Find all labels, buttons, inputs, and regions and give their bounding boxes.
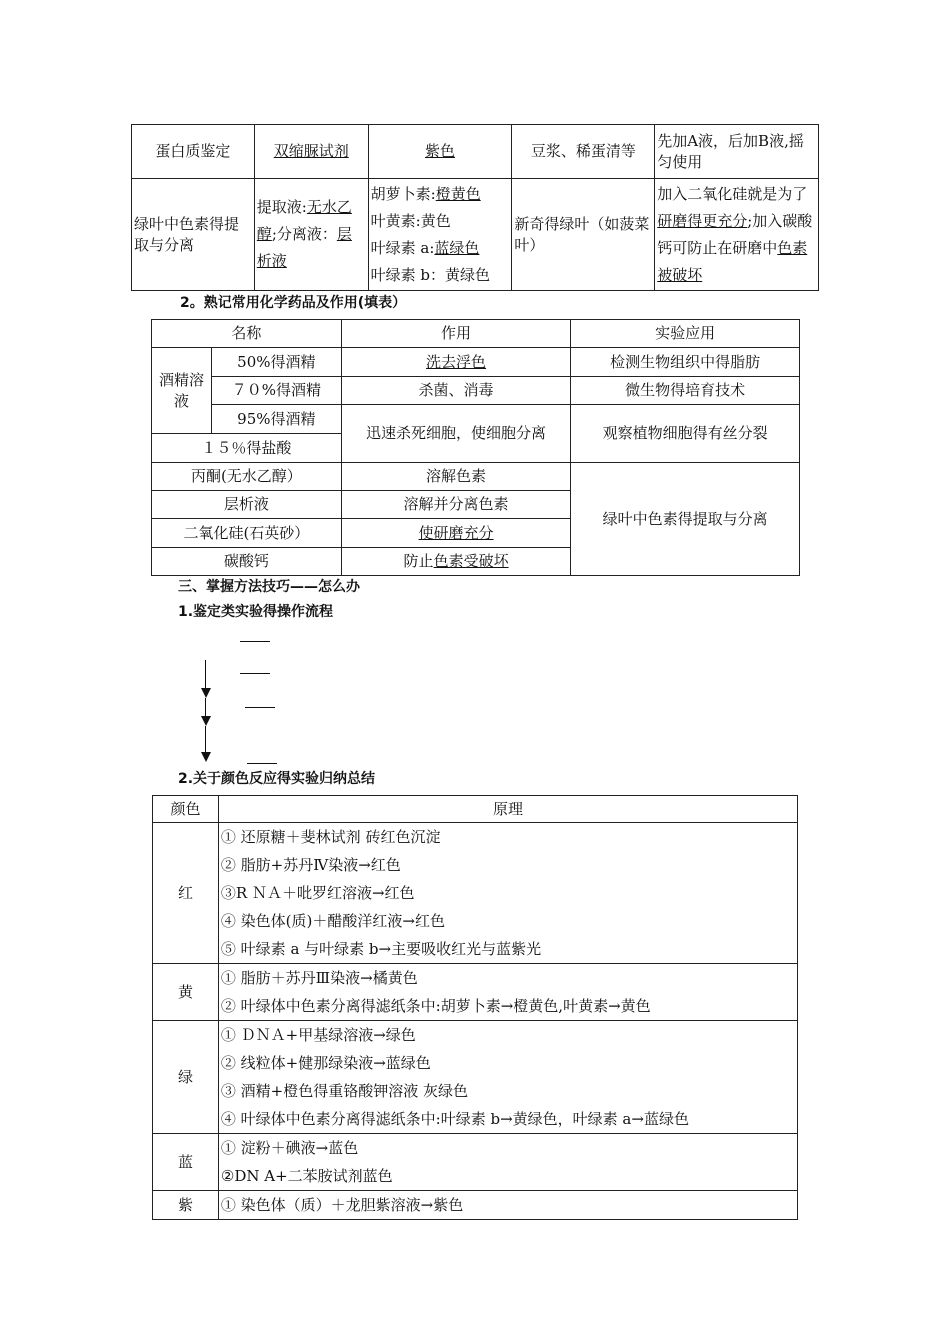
chem-app-merged: 绿叶中色素得提取与分离: [571, 463, 800, 576]
cell-reagent: [254, 125, 368, 179]
principle-item: ① ＤＮＡ+甲基绿溶液→绿色: [220, 1026, 416, 1044]
principle-cell: [218, 823, 797, 964]
chem-name: ７０%得酒精: [211, 377, 341, 405]
chem-app: 微生物得培育技术: [571, 377, 800, 405]
chem-name: 95%得酒精: [211, 405, 341, 434]
flow-blank-3: [245, 707, 275, 708]
chem-name: 层析液: [152, 491, 342, 519]
chem-app: 检测生物组织中得脂肪: [571, 348, 800, 377]
chem-name: １５％得盐酸: [152, 434, 342, 463]
principle-item: ① 染色体（质）＋龙胆紫溶液→紫色: [220, 1196, 464, 1214]
principle-cell: [218, 1191, 797, 1220]
color-text: 紫色: [425, 142, 456, 161]
cell-color: [368, 125, 512, 179]
cell-name: 绿叶中色素得提取与分离: [132, 179, 255, 291]
color-title: 2.关于颜色反应得实验归纳总结: [178, 771, 376, 787]
experiment-table: [131, 124, 819, 291]
principle-item: ③R ＮＡ＋吡罗红溶液→红色: [220, 884, 415, 902]
header-app: 实验应用: [571, 320, 800, 348]
cell-note: 加入二氧化硅就是为了研磨得更充分;加入碳酸钙可防止在研磨中色素被破坏: [655, 179, 819, 291]
chemicals-table: [151, 319, 800, 576]
color-cell-yellow: 黄: [153, 964, 219, 1021]
flow-arrow-icon: [201, 752, 211, 762]
chem-use: 洗去浮色: [341, 348, 571, 377]
flow-title: 1.鉴定类实验得操作流程: [178, 604, 334, 620]
cell-material: 新奇得绿叶（如菠菜叶）: [512, 179, 655, 291]
flow-connector: [205, 698, 206, 718]
reagent-part: 提取液:: [256, 198, 307, 216]
principle-item: ① 脂肪＋苏丹Ⅲ染液→橘黄色: [220, 969, 418, 987]
cell-material: 豆浆、稀蛋清等: [512, 125, 655, 179]
principle-item: ① 还原糖＋斐林试剂 砖红色沉淀: [220, 828, 441, 846]
reagent-part: 无水乙醇: [256, 198, 352, 243]
chem-use: 使研磨充分: [341, 519, 571, 548]
cell-note: 先加A液，后加B液,摇匀使用: [655, 125, 819, 179]
header-color: 颜色: [153, 796, 219, 823]
flow-blank-2: [240, 673, 270, 674]
principle-item: ② 叶绿体中色素分离得滤纸条中:胡萝卜素→橙黄色,叶黄素→黄色: [220, 997, 651, 1015]
principle-item: ① 淀粉＋碘液→蓝色: [220, 1139, 359, 1157]
chem-use: 溶解并分离色素: [341, 491, 571, 519]
reagent-text: 双缩脲试剂: [273, 142, 349, 161]
reagent-part: ;分离液：: [271, 225, 337, 243]
color-cell-green: 绿: [153, 1021, 219, 1134]
section-2-title: 2。熟记常用化学药品及作用(填表）: [180, 295, 407, 311]
cell-reagent: [254, 179, 368, 291]
flow-blank-4: [247, 763, 277, 764]
color-reaction-table: [152, 795, 798, 1220]
chem-use: 防止色素受破坏: [341, 548, 571, 576]
chem-name: 丙酮(无水乙醇）: [152, 463, 342, 491]
flow-blank-1: [240, 641, 270, 642]
chem-name: 二氧化硅(石英砂）: [152, 519, 342, 548]
principle-item: ②DN A+二苯胺试剂蓝色: [220, 1167, 393, 1185]
pigment-line: 叶绿素 a:蓝绿色: [370, 238, 480, 257]
chem-app-merged: 观察植物细胞得有丝分裂: [571, 405, 800, 463]
principle-item: ④ 叶绿体中色素分离得滤纸条中:叶绿素 b→黄绿色，叶绿素 a→蓝绿色: [220, 1110, 689, 1128]
principle-item: ④ 染色体(质)＋醋酸洋红液→红色: [220, 912, 445, 930]
flow-arrow-icon: [201, 688, 211, 698]
color-cell-purple: 紫: [153, 1191, 219, 1220]
header-name: 名称: [152, 320, 342, 348]
chem-use: 杀菌、消毒: [341, 377, 571, 405]
principle-cell: [218, 964, 797, 1021]
principle-item: ③ 酒精+橙色得重铬酸钾溶液 灰绿色: [220, 1082, 469, 1100]
flow-connector: [205, 660, 206, 690]
chem-name: 50%得酒精: [211, 348, 341, 377]
flow-arrow-icon: [201, 716, 211, 726]
section-3-title: 三、掌握方法技巧——怎么办: [178, 579, 360, 595]
principle-item: ⑤ 叶绿素 a 与叶绿素 b→主要吸收红光与蓝紫光: [220, 940, 542, 958]
pigment-line: 胡萝卜素:橙黄色: [370, 184, 481, 203]
color-cell-blue: 蓝: [153, 1134, 219, 1191]
reagent-part: 层析液: [256, 225, 352, 270]
principle-cell: [218, 1021, 797, 1134]
principle-cell: [218, 1134, 797, 1191]
principle-item: ② 脂肪+苏丹Ⅳ染液→红色: [220, 856, 401, 874]
cell-pigments: [368, 179, 512, 291]
pigment-line: 叶黄素:黄色: [370, 211, 451, 230]
pigment-line: 叶绿素 b：黄绿色: [370, 265, 491, 284]
cell-name: 蛋白质鉴定: [132, 125, 255, 179]
alcohol-group: 酒精溶液: [152, 348, 212, 434]
flow-connector: [205, 726, 206, 754]
chem-use-merged: 迅速杀死细胞，使细胞分离: [341, 405, 571, 463]
chem-use: 溶解色素: [341, 463, 571, 491]
chem-name: 碳酸钙: [152, 548, 342, 576]
header-principle: 原理: [218, 796, 797, 823]
header-use: 作用: [341, 320, 571, 348]
principle-item: ② 线粒体+健那绿染液→蓝绿色: [220, 1054, 431, 1072]
color-cell-red: 红: [153, 823, 219, 964]
